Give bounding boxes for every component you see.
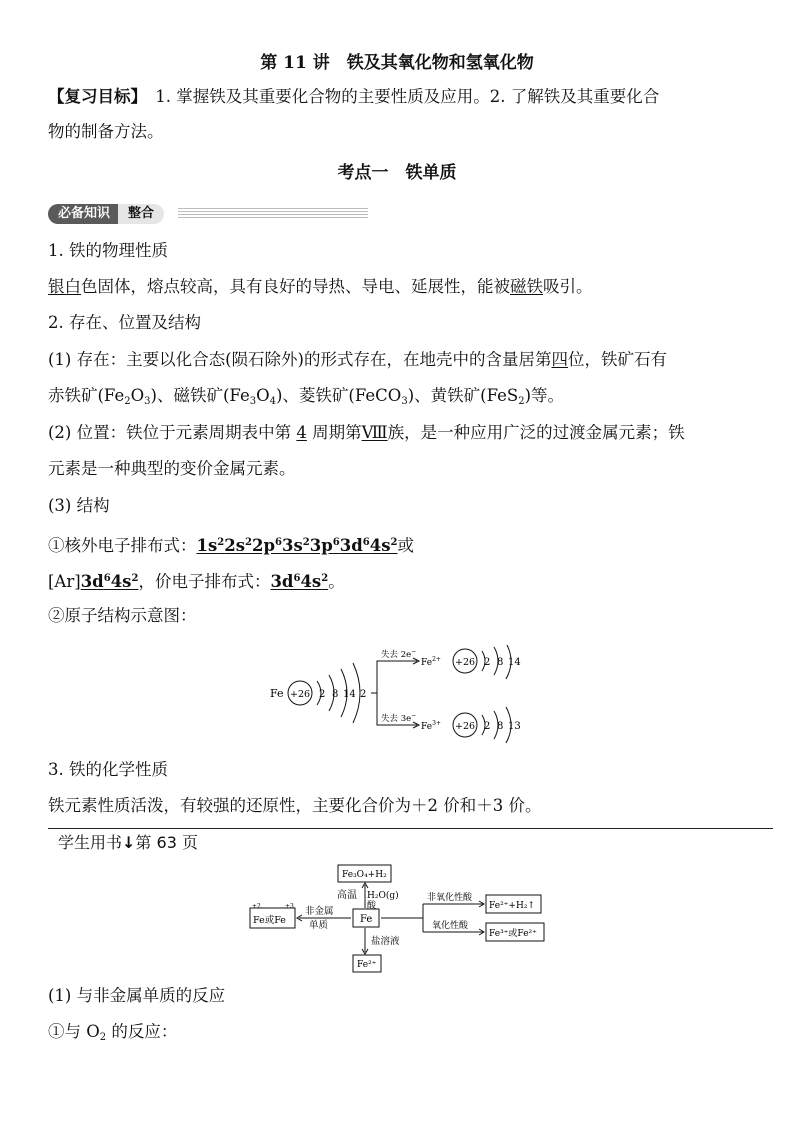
fe2-nucleus-charge: +26: [455, 657, 476, 668]
knowledge-badge: [48, 204, 164, 224]
fe3-shell-count: 2: [484, 721, 491, 732]
cond-elemental: 单质: [309, 920, 329, 931]
s3b-p1: (1) 与非金属单质的反应: [48, 986, 226, 1005]
ore-sub: 4: [269, 396, 276, 407]
ore-sub: 3: [401, 396, 408, 407]
s2-p1-a: (1) 存在：主要以化合态(陨石除外)的形式存在，在地壳中的含量居第: [48, 350, 552, 369]
cond-salt-solution: 盐溶液: [371, 936, 400, 947]
s2-p2: [48, 422, 685, 444]
electron-config: [48, 532, 414, 557]
student-book-label: 学生用书: [58, 833, 123, 852]
atom-structure-diagram: [265, 645, 545, 745]
cond-nonox-acid: 非氧化性酸: [427, 893, 473, 903]
ore-sub: 2: [124, 396, 131, 407]
badge-right: 整合: [118, 204, 164, 224]
answer-config-short: $3d^64s^2$: [80, 572, 139, 591]
ore-text: O: [256, 386, 270, 405]
s1-text: 色固体，熔点较高，具有良好的导热、导电、延展性，能被: [81, 277, 510, 296]
fe3-ion-label: $Fe^{3+}$: [421, 720, 441, 732]
cond-nonmetal: 非金属: [305, 906, 334, 917]
atom-diagram-label: ②原子结构示意图：: [48, 606, 197, 625]
fe-shell-count: 8: [332, 689, 339, 700]
s3-heading: 3. 铁的化学性质: [48, 760, 168, 779]
s2-p3: (3) 结构: [48, 496, 110, 515]
fe2-shell-count: 14: [508, 657, 521, 668]
s2-heading: 2. 存在、位置及结构: [48, 313, 201, 332]
fe2-ion-label: $Fe^{2+}$: [421, 656, 441, 668]
answer-fourth: 四: [551, 350, 568, 369]
s1-para: [48, 276, 593, 298]
s2-p1: [48, 349, 667, 371]
fe3-nucleus-charge: +26: [455, 721, 476, 732]
review-goals-label: 【复习目标】: [48, 87, 139, 106]
ox-state-2: +2: [252, 903, 261, 910]
s2-p2-c: 周期第: [306, 423, 362, 442]
answer-magnet: 磁铁: [510, 277, 543, 296]
o2-sub: 2: [99, 1032, 107, 1043]
o2-text-end: 的反应：: [106, 1022, 178, 1041]
s2-p1-line2: [48, 385, 564, 413]
fe-center-text: Fe: [360, 914, 373, 925]
answer-period: 4: [296, 423, 307, 442]
s1-text-end: 吸引。: [543, 277, 593, 296]
period-mark: 。: [328, 572, 345, 591]
s2-p2-line2: 元素是一种典型的变价金属元素。: [48, 459, 296, 478]
valence-label: ，价电子排布式：: [138, 572, 271, 591]
s2-p2-e: 族，是一种应用广泛的过渡金属元素；铁: [387, 423, 685, 442]
review-goals: [48, 86, 659, 108]
fe3-shell-count: 8: [497, 721, 504, 732]
o2-text: ①与 O: [48, 1022, 100, 1041]
s2-p2-a: (2) 位置：铁位于元素周期表中第: [48, 423, 297, 442]
fe-nucleus-charge: +26: [290, 689, 311, 700]
badge-left: 必备知识: [48, 204, 118, 224]
ore-text: O: [130, 386, 145, 405]
reaction-diagram: [245, 860, 555, 975]
student-book-ref[interactable]: [58, 832, 198, 854]
s3b-p2: [48, 1021, 177, 1049]
ore-sub: 2: [518, 396, 525, 407]
fe-shell-count: 2: [360, 689, 367, 700]
badge-rule: [178, 208, 368, 220]
s3-para: 铁元素性质活泼，有较强的还原性，主要化合价为＋2 价和＋3 价。: [48, 796, 542, 815]
review-goals-cont: 物的制备方法。: [48, 122, 164, 141]
s2-p1-c: 位，铁矿石有: [568, 350, 667, 369]
box-fe3-or-fe2-text: Fe³⁺或Fe²⁺: [489, 929, 537, 939]
review-goals-text: 1. 掌握铁及其重要化合物的主要性质及应用。2. 了解铁及其重要化合: [138, 87, 660, 106]
page-ref: 第 63 页: [135, 833, 198, 852]
lose-2e-label: 失去 2e−: [381, 648, 417, 660]
electron-config-label: ①核外电子排布式：: [48, 536, 197, 555]
atom-fe-label: Fe: [270, 687, 284, 700]
section-heading: 考点一 铁单质: [337, 163, 457, 183]
ore-text: )、黄铁矿(FeS: [407, 386, 519, 405]
ore-text: )、菱铁矿(FeCO: [276, 386, 402, 405]
fe2-shell-count: 2: [484, 657, 491, 668]
page-title: 第 11 讲 铁及其氧化物和氢氧化物: [260, 53, 534, 73]
box-fe3o4-h2-text: Fe₃O₄+H₂: [342, 870, 387, 880]
ore-text: 赤铁矿(Fe: [48, 386, 125, 405]
answer-electron-config: $1s^22s^22p^63s^23p^63d^64s^2$: [196, 536, 398, 555]
box-fe2-h2-text: Fe²⁺+H₂↑: [489, 901, 535, 911]
ar-core: [Ar]: [48, 572, 81, 591]
lose-3e-label: 失去 3e−: [381, 712, 417, 724]
box-fe2-text: Fe²⁺: [357, 960, 377, 970]
ore-sub: 3: [144, 396, 151, 407]
cond-acid: 酸: [367, 901, 377, 911]
fe3-shell-count: 13: [508, 721, 521, 732]
divider: [48, 828, 773, 829]
electron-config-or: 或: [397, 536, 414, 555]
fe-shell-count: 14: [343, 689, 356, 700]
fe-shell-count: 2: [319, 689, 326, 700]
cond-steam: H₂O(g): [367, 891, 399, 901]
fe2-shell-count: 8: [497, 657, 504, 668]
ore-sub: 3: [249, 396, 257, 407]
box-fe-or-fe-text: Fe或Fe: [253, 915, 286, 926]
ore-text: )等。: [524, 386, 565, 405]
ox-state-3: +3: [285, 903, 294, 910]
answer-valence: $3d^64s^2$: [270, 572, 329, 591]
electron-config-2: [48, 568, 345, 593]
s1-heading: 1. 铁的物理性质: [48, 241, 168, 260]
cond-ox-acid: 氧化性酸: [432, 921, 469, 931]
answer-group: Ⅷ: [361, 423, 388, 442]
ore-text: )、磁铁矿(Fe: [150, 386, 250, 405]
cond-high-temp: 高温: [337, 890, 357, 901]
arrow-down-icon: ↓: [122, 833, 136, 852]
arrow-to-fe2: [371, 661, 417, 693]
answer-silver-white: 银白: [48, 277, 81, 296]
